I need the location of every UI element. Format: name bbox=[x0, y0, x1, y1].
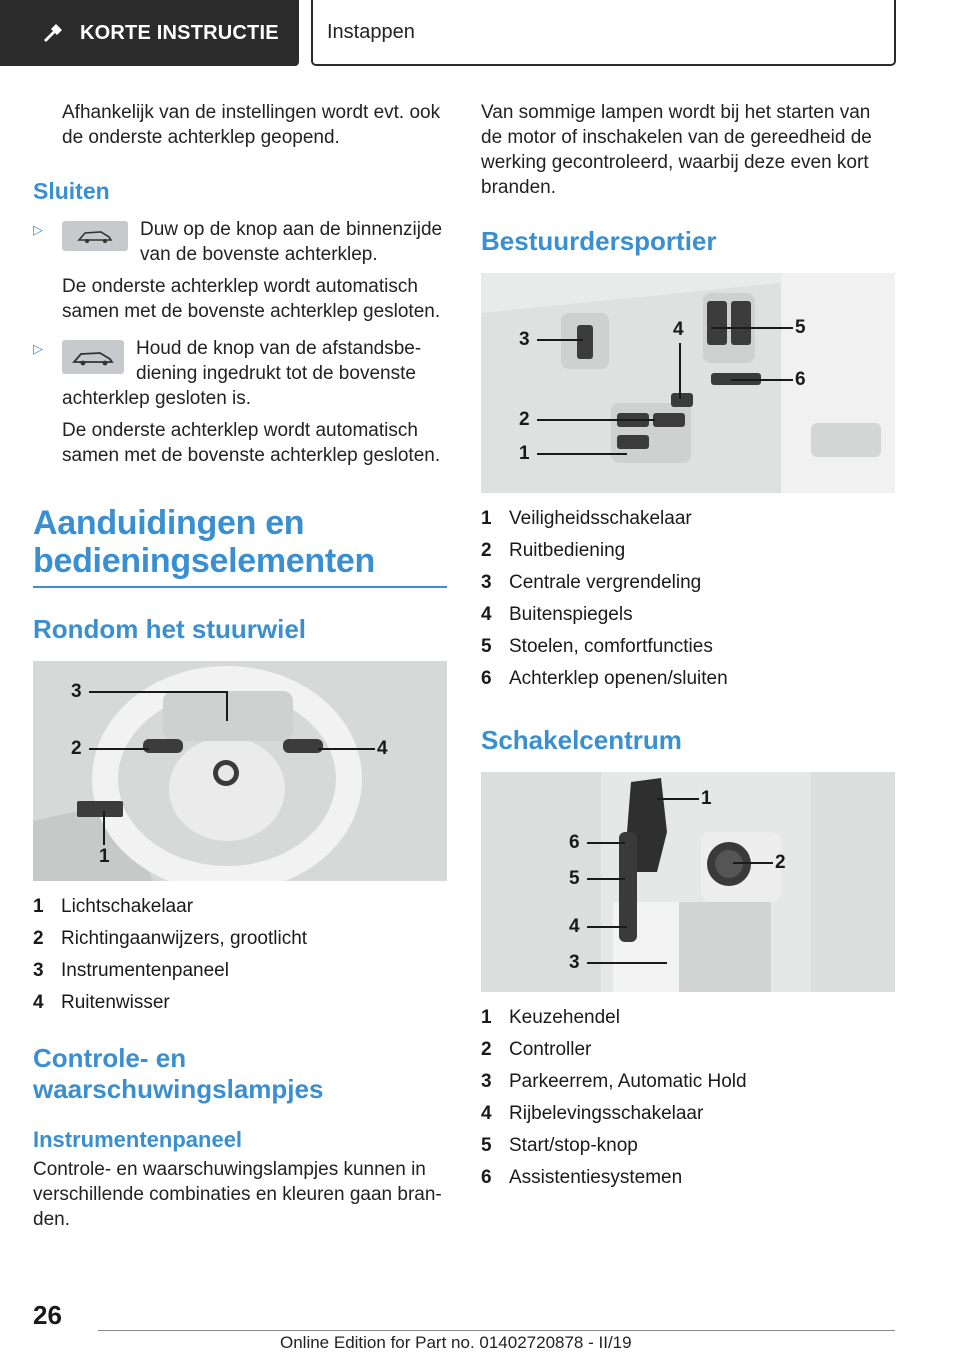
callout-line bbox=[587, 926, 627, 928]
callout-number: 3 bbox=[519, 329, 530, 350]
callout-number: 2 bbox=[519, 409, 530, 430]
callout-line bbox=[731, 379, 793, 381]
list-item: 1 Lichtschakelaar bbox=[33, 896, 194, 917]
tailgate-button-icon bbox=[62, 221, 128, 251]
list-item: 2 Richtingaanwijzers, grootlicht bbox=[33, 928, 308, 949]
steering-legend bbox=[33, 891, 447, 1019]
callout-number: 5 bbox=[569, 868, 580, 889]
instrumentenpaneel-heading: Instrumentenpaneel bbox=[33, 1127, 243, 1152]
edition-footer: Online Edition for Part no. 01402720878 - II/19 bbox=[280, 1333, 632, 1352]
callout-number: 2 bbox=[71, 738, 82, 759]
callout-line bbox=[679, 343, 681, 399]
list-item: 3 Instrumentenpaneel bbox=[33, 960, 229, 981]
bullet-item bbox=[33, 217, 447, 267]
chapter-heading: Aanduidingen en bedieningselementen bbox=[33, 504, 375, 580]
callout-line bbox=[226, 691, 228, 721]
list-item: 4 Rijbelevingsschakelaar bbox=[481, 1103, 704, 1124]
callout-number: 4 bbox=[377, 738, 388, 759]
callout-line bbox=[318, 748, 375, 750]
list-item: 3 Parkeerrem, Automatic Hold bbox=[481, 1071, 747, 1092]
steering-wheel-photo bbox=[33, 661, 447, 881]
quick-reference-icon bbox=[40, 20, 66, 46]
list-item: 5 Start/stop-knop bbox=[481, 1135, 638, 1156]
list-item: 2 Ruitbediening bbox=[481, 540, 626, 561]
bullet-triangle-icon: ▷ bbox=[33, 222, 43, 237]
control-center-photo bbox=[481, 772, 895, 992]
heading-rule bbox=[33, 586, 447, 588]
intro-paragraph: Afhankelijk van de instellingen wordt evt. ook de onderste achterklep geopend. bbox=[62, 102, 441, 148]
instr-paragraph: Controle- en waarschuwingslampjes kunnen in verschillende combinaties en kleuren gaan bran-den. bbox=[33, 1159, 442, 1230]
control-center-legend bbox=[481, 1002, 895, 1194]
callout-line bbox=[733, 862, 773, 864]
footer-rule bbox=[98, 1330, 895, 1331]
page-header bbox=[0, 0, 960, 66]
callout-line bbox=[537, 419, 655, 421]
bullet2-cont: achterklep gesloten is. bbox=[62, 388, 252, 409]
callout-line bbox=[103, 811, 105, 845]
list-item: 6 Achterklep openen/sluiten bbox=[481, 668, 728, 689]
list-item: 1 Keuzehendel bbox=[481, 1007, 620, 1028]
door-legend bbox=[481, 503, 895, 695]
remote-tailgate-icon bbox=[62, 340, 124, 374]
list-item: 1 Veiligheidsschakelaar bbox=[481, 508, 692, 529]
list-item: 4 Buitenspiegels bbox=[481, 604, 633, 625]
bullet2-text: Houd de knop van de afstandsbe-diening ingedrukt tot de bovenste bbox=[136, 338, 422, 384]
callout-line bbox=[89, 748, 149, 750]
callout-line bbox=[537, 339, 583, 341]
bullet1-text: Duw op de knop aan de binnenzijde van de bovenste achterklep. bbox=[140, 219, 443, 265]
callout-number: 5 bbox=[795, 317, 806, 338]
callout-line bbox=[587, 842, 625, 844]
schakelcentrum-heading: Schakelcentrum bbox=[481, 725, 682, 755]
callout-line bbox=[657, 798, 699, 800]
left-column bbox=[33, 100, 447, 1232]
rondom-heading: Rondom het stuurwiel bbox=[33, 614, 306, 644]
driver-door-photo bbox=[481, 273, 895, 493]
right-column bbox=[481, 100, 895, 1194]
callout-number: 1 bbox=[99, 846, 110, 867]
sluiten-heading: Sluiten bbox=[33, 178, 110, 204]
callout-number: 3 bbox=[71, 681, 82, 702]
callout-number: 3 bbox=[569, 952, 580, 973]
bullet-triangle-icon: ▷ bbox=[33, 341, 43, 356]
callout-line bbox=[711, 327, 793, 329]
section-title: Instappen bbox=[311, 0, 896, 66]
list-item: 6 Assistentiesystemen bbox=[481, 1167, 683, 1188]
callout-number: 6 bbox=[795, 369, 806, 390]
page-number: 26 bbox=[33, 1300, 62, 1330]
chapter-tab-label: KORTE INSTRUCTIE bbox=[80, 21, 279, 44]
callout-number: 6 bbox=[569, 832, 580, 853]
callout-number: 1 bbox=[519, 443, 530, 464]
chapter-tab[interactable] bbox=[0, 0, 299, 66]
callout-number: 4 bbox=[673, 319, 684, 340]
portier-heading: Bestuurdersportier bbox=[481, 226, 717, 256]
bullet2-note: De onderste achterklep wordt automatisch samen met de bovenste achterklep gesloten. bbox=[62, 420, 441, 466]
list-item: 5 Stoelen, comfortfuncties bbox=[481, 636, 713, 657]
callout-number: 2 bbox=[775, 852, 786, 873]
callout-line bbox=[587, 962, 667, 964]
bullet-item bbox=[33, 336, 447, 386]
lamp-check-paragraph: Van sommige lampen wordt bij het starten van de motor of inschakelen van de gereedheid de werking gecontroleerd, waarbij deze even kort branden. bbox=[481, 102, 872, 198]
list-item: 2 Controller bbox=[481, 1039, 592, 1060]
controle-heading: Controle- en waarschuwingslampjes bbox=[33, 1043, 324, 1104]
callout-line bbox=[89, 691, 227, 693]
list-item: 3 Centrale vergrendeling bbox=[481, 572, 702, 593]
bullet1-note: De onderste achterklep wordt automatisch samen met de bovenste achterklep gesloten. bbox=[62, 276, 441, 322]
list-item: 4 Ruitenwisser bbox=[33, 992, 170, 1013]
callout-number: 1 bbox=[701, 788, 712, 809]
callout-line bbox=[537, 453, 627, 455]
callout-line bbox=[587, 878, 625, 880]
callout-number: 4 bbox=[569, 916, 580, 937]
